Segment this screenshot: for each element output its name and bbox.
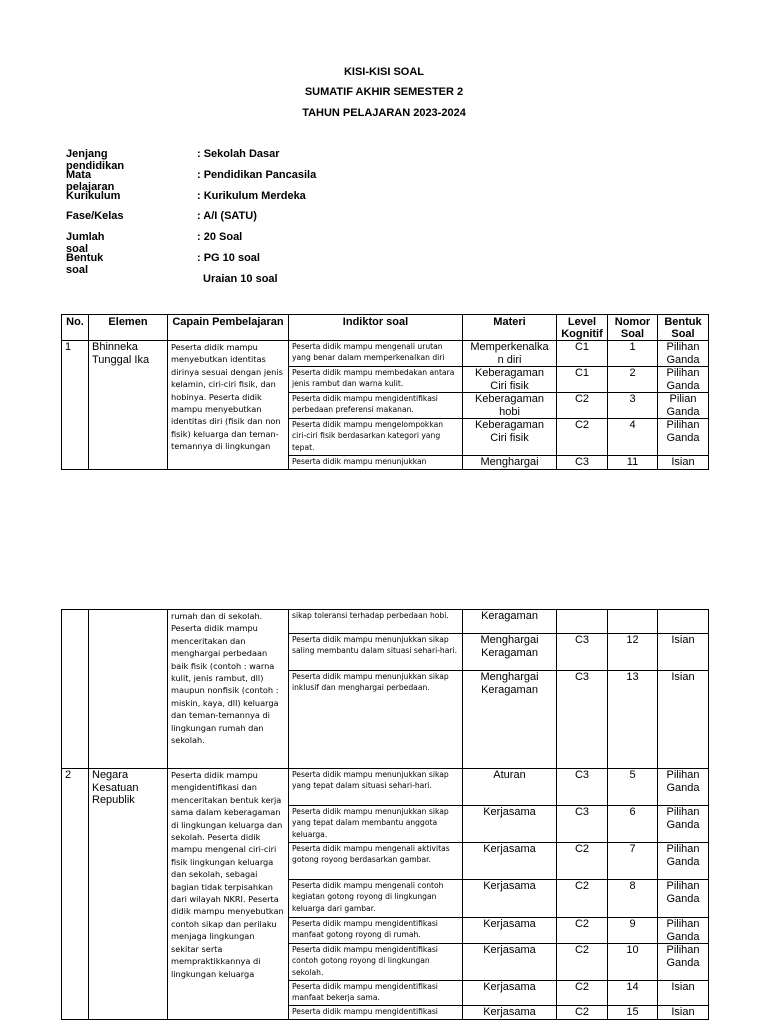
cell-materi: Keberagaman Ciri fisik — [463, 367, 557, 393]
table-row — [62, 610, 709, 634]
cell-materi: Menghargai Keragaman — [463, 634, 557, 671]
cell-bentuk: Pilihan Ganda — [658, 944, 709, 981]
meta-label: Fase/Kelas — [66, 210, 124, 223]
cell-indikator: Peserta didik mampu mengenali aktivitas gotong royong berdasarkan gambar. — [289, 843, 463, 880]
meta-value: : 20 Soal — [197, 231, 243, 244]
cell-materi: Kerjasama — [463, 1006, 557, 1020]
cell-indikator: Peserta didik mampu menunjukkan sikap yang tepat dalam membantu anggota keluarga. — [289, 806, 463, 843]
cell-capaian: rumah dan di sekolah. Peserta didik mampu menceritakan dan menghargai perbedaan baik fisik (contoh : warna kulit, jenis rambut, dll) maupun nonfisik (contoh : miskin, kaya, dll) keluarga dan teman-temannya di lingkungan rumah dan sekolah. — [168, 610, 289, 769]
kisi-table-page-2 — [61, 609, 709, 1020]
cell-bentuk: Isian — [658, 671, 709, 769]
cell-level: C3 — [557, 769, 608, 806]
cell-bentuk: Pilihan Ganda — [658, 419, 709, 456]
cell-materi: Memperkenalka n diri — [463, 341, 557, 367]
cell-level: C2 — [557, 918, 608, 944]
cell-no: 1 — [62, 341, 89, 470]
cell-level: C3 — [557, 634, 608, 671]
cell-nomor: 1 — [608, 341, 658, 367]
table-row — [62, 769, 709, 806]
cell-bentuk: Pilihan Ganda — [658, 843, 709, 880]
col-header-level: Level Kognitif — [557, 315, 608, 341]
cell-indikator: Peserta didik mampu menunjukkan — [289, 456, 463, 470]
cell-materi: Kerjasama — [463, 981, 557, 1006]
cell-bentuk: Isian — [658, 981, 709, 1006]
cell-indikator: Peserta didik mampu mengidentifikasi manfaat bekerja sama. — [289, 981, 463, 1006]
cell-materi: Menghargai — [463, 456, 557, 470]
cell-bentuk: Pilihan Ganda — [658, 769, 709, 806]
cell-indikator: sikap toleransi terhadap perbedaan hobi. — [289, 610, 463, 634]
cell-bentuk: Isian — [658, 1006, 709, 1020]
cell-nomor: 11 — [608, 456, 658, 470]
meta-label: Jumlah soal — [66, 231, 105, 256]
cell-level: C2 — [557, 981, 608, 1006]
cell-materi: Kerjasama — [463, 843, 557, 880]
cell-level: C2 — [557, 1006, 608, 1020]
col-header-capaian: Capain Pembelajaran — [168, 315, 289, 341]
cell-capaian: Peserta didik mampu mengidentifikasi dan menceritakan bentuk kerja sama dalam keberagaman di lingkungan keluarga dan sekolah. Peserta didik mampu mengenal ciri-ciri fisik lingkungan keluarga dan sekolah, sebagai bagian tidak terpisahkan dari wilayah NKRI. Peserta didik mampu menyebutkan contoh sikap dan perilaku menjaga lingkungan sekitar serta mempraktikkannya di lingkungan keluarga — [168, 769, 289, 1020]
cell-nomor: 14 — [608, 981, 658, 1006]
cell-level — [557, 610, 608, 634]
cell-indikator: Peserta didik mampu mengenali urutan yang benar dalam memperkenalkan diri — [289, 341, 463, 367]
meta-value: : Sekolah Dasar — [197, 148, 280, 160]
meta-value: : Kurikulum Merdeka — [197, 189, 306, 202]
cell-nomor: 8 — [608, 880, 658, 918]
cell-bentuk — [658, 610, 709, 634]
document-year: TAHUN PELAJARAN 2023-2024 — [302, 107, 466, 119]
meta-value: : A/I (SATU) — [197, 210, 257, 223]
meta-label: Bentuk soal — [66, 251, 104, 276]
cell-indikator: Peserta didik mampu mengidentifikasi perbedaan preferensi makanan. — [289, 393, 463, 419]
cell-level: C2 — [557, 944, 608, 981]
cell-nomor: 3 — [608, 393, 658, 419]
cell-indikator: Peserta didik mampu membedakan antara jenis rambut dan warna kulit. — [289, 367, 463, 393]
cell-bentuk: Isian — [658, 634, 709, 671]
cell-materi: Keberagaman hobi — [463, 393, 557, 419]
cell-indikator: Peserta didik mampu mengelompokkan ciri-ciri fisik berdasarkan kategori yang tepat. — [289, 419, 463, 456]
cell-indikator: Peserta didik mampu mengidentifikasi contoh gotong royong di lingkungan sekolah. — [289, 944, 463, 981]
cell-indikator: Peserta didik mampu menunjukkan sikap inklusif dan menghargai perbedaan. — [289, 671, 463, 769]
cell-nomor: 6 — [608, 806, 658, 843]
table-row — [62, 341, 709, 367]
meta-label: Jenjang pendidikan — [66, 148, 125, 172]
cell-nomor: 15 — [608, 1006, 658, 1020]
cell-bentuk: Pilihan Ganda — [658, 341, 709, 367]
cell-indikator: Peserta didik mampu mengidentifikasi manfaat gotong royong di rumah. — [289, 918, 463, 944]
cell-no — [62, 610, 89, 769]
col-header-materi: Materi — [463, 315, 557, 341]
col-header-bentuk: Bentuk Soal — [658, 315, 709, 341]
meta-label: Mata pelajaran — [66, 168, 115, 193]
cell-level: C2 — [557, 393, 608, 419]
cell-nomor: 5 — [608, 769, 658, 806]
cell-elemen: Bhinneka Tunggal Ika — [89, 341, 168, 470]
cell-materi: Keberagaman Ciri fisik — [463, 419, 557, 456]
cell-level: C3 — [557, 456, 608, 470]
cell-materi: Aturan — [463, 769, 557, 806]
cell-elemen — [89, 610, 168, 769]
cell-level: C3 — [557, 806, 608, 843]
cell-materi: Kerjasama — [463, 944, 557, 981]
cell-bentuk: Pilihan Ganda — [658, 367, 709, 393]
header-row — [62, 315, 709, 341]
cell-elemen: Negara Kesatuan Republik — [89, 769, 168, 1020]
cell-nomor: 13 — [608, 671, 658, 769]
cell-nomor — [608, 610, 658, 634]
col-header-nomor: Nomor Soal — [608, 315, 658, 341]
cell-level: C3 — [557, 671, 608, 769]
cell-materi: Keragaman — [463, 610, 557, 634]
meta-label: Kurikulum — [66, 189, 121, 202]
document-title: KISI-KISI SOAL — [343, 66, 425, 78]
cell-indikator: Peserta didik mampu mengenali contoh kegiatan gotong royong di lingkungan keluarga dari gambar. — [289, 880, 463, 918]
cell-indikator: Peserta didik mampu mengidentifikasi — [289, 1006, 463, 1020]
cell-bentuk: Isian — [658, 456, 709, 470]
meta-value: : Pendidikan Pancasila — [197, 168, 317, 181]
cell-indikator: Peserta didik mampu menunjukkan sikap yang tepat dalam situasi sehari-hari. — [289, 769, 463, 806]
cell-no: 2 — [62, 769, 89, 1020]
kisi-table-page-1 — [61, 314, 709, 470]
meta-value: : PG 10 soal — [197, 251, 260, 264]
document-subtitle: SUMATIF AKHIR SEMESTER 2 — [304, 86, 464, 98]
cell-nomor: 2 — [608, 367, 658, 393]
cell-nomor: 4 — [608, 419, 658, 456]
cell-bentuk: Pilihan Ganda — [658, 806, 709, 843]
cell-bentuk: Pilian Ganda — [658, 393, 709, 419]
cell-nomor: 10 — [608, 944, 658, 981]
cell-level: C2 — [557, 880, 608, 918]
col-header-no: No. — [62, 315, 89, 341]
cell-materi: Kerjasama — [463, 880, 557, 918]
cell-bentuk: Pilihan Ganda — [658, 918, 709, 944]
meta-value: Uraian 10 soal — [203, 272, 278, 285]
cell-level: C1 — [557, 341, 608, 367]
cell-level: C2 — [557, 843, 608, 880]
cell-level: C2 — [557, 419, 608, 456]
cell-indikator: Peserta didik mampu menunjukkan sikap saling membantu dalam situasi sehari-hari. — [289, 634, 463, 671]
cell-capaian: Peserta didik mampu menyebutkan identitas dirinya sesuai dengan jenis kelamin, ciri-ciri fisik, dan hobinya. Peserta didik mampu menyebutkan identitas diri (fisik dan non fisik) keluarga dan teman-temannya di lingkungan — [168, 341, 289, 470]
cell-nomor: 7 — [608, 843, 658, 880]
cell-materi: Menghargai Keragaman — [463, 671, 557, 769]
cell-materi: Kerjasama — [463, 918, 557, 944]
col-header-indikator: Indiktor soal — [289, 315, 463, 341]
col-header-elemen: Elemen — [89, 315, 168, 341]
cell-nomor: 9 — [608, 918, 658, 944]
cell-level: C1 — [557, 367, 608, 393]
cell-materi: Kerjasama — [463, 806, 557, 843]
cell-bentuk: Pilihan Ganda — [658, 880, 709, 918]
cell-nomor: 12 — [608, 634, 658, 671]
